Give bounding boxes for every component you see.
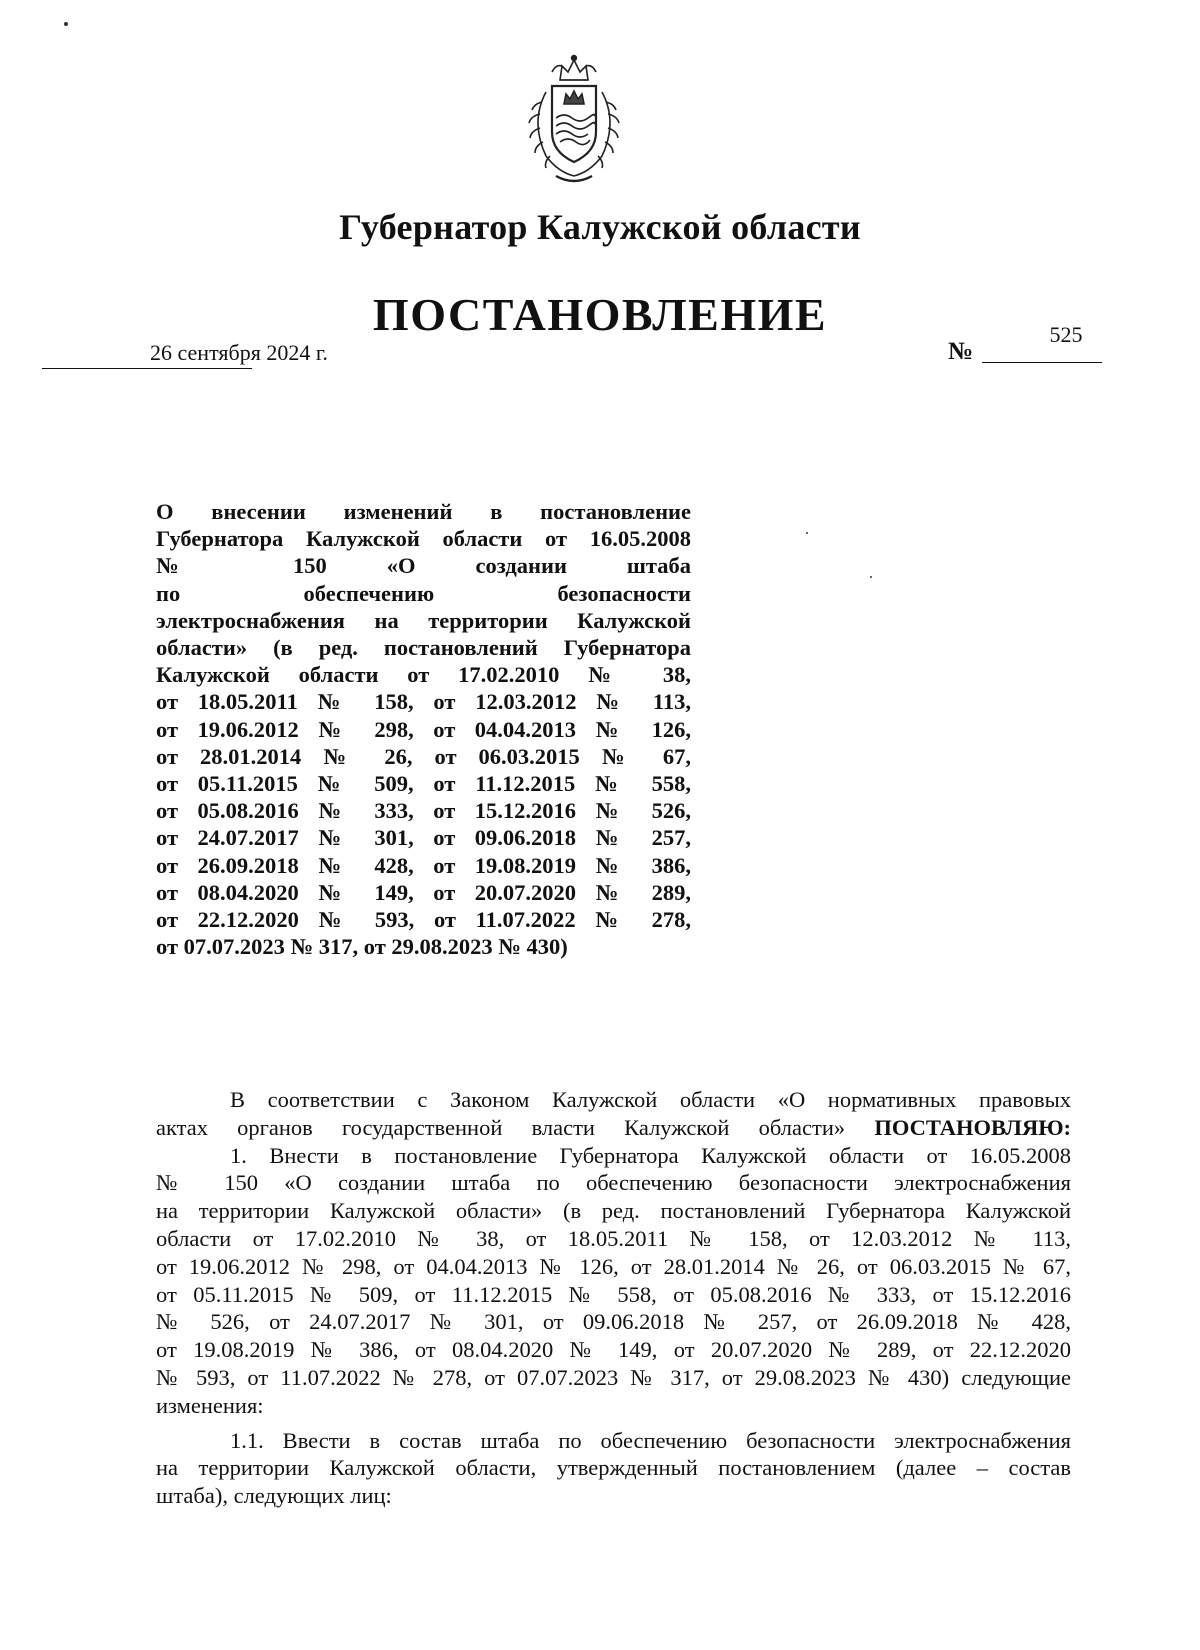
item-1-1-line: штаба), следующих лиц: — [156, 1483, 392, 1509]
subject-line: от 18.05.2011 № 158, от 12.03.2012 № 113, — [156, 689, 691, 715]
subject-line: Губернатора Калужской области от 16.05.2008 — [156, 526, 691, 552]
subject-line: от 19.06.2012 № 298, от 04.04.2013 № 126, — [156, 716, 691, 742]
subject-line: электроснабжения на территории Калужской — [156, 607, 691, 633]
subject-line: по обеспечению безопасности — [156, 580, 691, 606]
preamble-line — [156, 1114, 1071, 1142]
number-underline — [982, 362, 1102, 363]
document-number: 525 — [1049, 322, 1083, 347]
issuing-authority: Губернатор Калужской области — [339, 207, 861, 247]
document-number-label: № — [948, 338, 974, 365]
item-1-line: 1. Внести в постановление Губернатора Калужской области от 16.05.2008 — [230, 1142, 1071, 1168]
subject-line: от 28.01.2014 № 26, от 06.03.2015 № 67, — [156, 743, 691, 769]
subject-line: от 05.11.2015 № 509, от 11.12.2015 № 558, — [156, 771, 691, 797]
item-1-line: от 05.11.2015 № 509, от 11.12.2015 № 558, от 05.08.2016 № 333, от 15.12.2016 — [156, 1281, 1071, 1307]
decree-word: ПОСТАНОВЛЯЮ: — [874, 1114, 1072, 1140]
preamble-line: В соответствии с Законом Калужской области «О нормативных правовых — [230, 1087, 1071, 1112]
subject-line: от 26.09.2018 № 428, от 19.08.2019 № 386, — [156, 852, 691, 878]
subject-line: от 08.04.2020 № 149, от 20.07.2020 № 289, — [156, 879, 691, 905]
scan-speck — [806, 532, 808, 534]
subject-line: № 150 «О создании штаба — [156, 553, 691, 579]
item-1-line: от 19.08.2019 № 386, от 08.04.2020 № 149, от 20.07.2020 № 289, от 22.12.2020 — [156, 1337, 1071, 1363]
document-type-title: ПОСТАНОВЛЕНИЕ — [372, 289, 828, 340]
subject-line: от 22.12.2020 № 593, от 11.07.2022 № 278, — [156, 907, 691, 933]
subject-line: Калужской области от 17.02.2010 № 38, — [156, 662, 691, 688]
item-1-line: на территории Калужской области» (в ред. постановлений Губернатора Калужской — [156, 1198, 1071, 1224]
date-underline — [42, 368, 252, 369]
item-1-line: № 593, от 11.07.2022 № 278, от 07.07.2023 № 317, от 29.08.2023 № 430) следующие — [156, 1364, 1071, 1390]
subject-line: области» (в ред. постановлений Губернатора — [156, 635, 691, 661]
subject-line: от 05.08.2016 № 333, от 15.12.2016 № 526, — [156, 798, 691, 824]
subject-line: от 07.07.2023 № 317, от 29.08.2023 № 430) — [156, 934, 568, 960]
item-1-line: № 526, от 24.07.2017 № 301, от 09.06.2018 № 257, от 26.09.2018 № 428, — [156, 1309, 1071, 1335]
document-subject — [156, 498, 691, 960]
document-body — [156, 1086, 1071, 1510]
coat-of-arms-emblem — [516, 52, 632, 188]
item-1-line: № 150 «О создании штаба по обеспечению безопасности электроснабжения — [156, 1170, 1071, 1196]
item-1-line: изменения: — [156, 1392, 264, 1418]
subject-line: от 24.07.2017 № 301, от 09.06.2018 № 257, — [156, 825, 691, 851]
item-1-1-line: на территории Калужской области, утвержденный постановлением (далее – состав — [156, 1455, 1071, 1481]
scan-speck — [870, 576, 872, 578]
preamble-text: актах органов государственной власти Калужской области» — [156, 1114, 846, 1140]
subject-line: О внесении изменений в постановление — [156, 499, 691, 524]
item-1-1-line: 1.1. Ввести в состав штаба по обеспечению безопасности электроснабжения — [230, 1427, 1071, 1453]
document-date: 26 сентября 2024 г. — [150, 340, 328, 365]
item-1-line: области от 17.02.2010 № 38, от 18.05.2011 № 158, от 12.03.2012 № 113, — [156, 1225, 1071, 1251]
scan-speck — [64, 22, 68, 26]
item-1-line: от 19.06.2012 № 298, от 04.04.2013 № 126, от 28.01.2014 № 26, от 06.03.2015 № 67, — [156, 1253, 1071, 1279]
